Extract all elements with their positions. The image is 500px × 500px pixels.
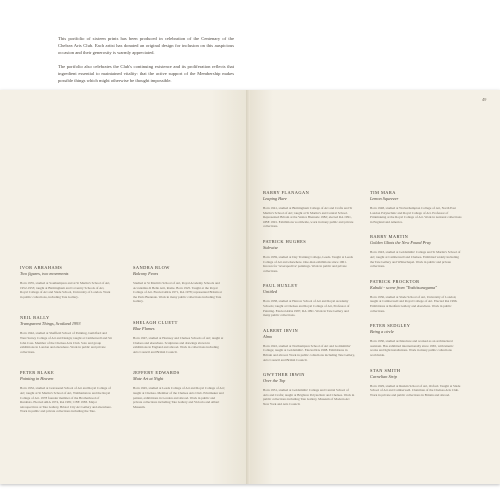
- artist-biography: Born 1942, studied at Sheffield School of Painting, Guildford and West Surrey College of Art and Design; taught at Camberwell and Sir John Cass. Member of the Chelsea Arts Club. Solo and group exhibitions in London and elsewhere. Work in public and private collections.: [20, 331, 112, 354]
- artist-entry: [370, 190, 462, 224]
- book-gutter: [246, 90, 250, 484]
- artist-entry: [263, 372, 355, 406]
- artwork-title: Mute Art at Night: [133, 376, 164, 382]
- artist-biography: Born 1936, studied at Slade School of Art, University of London; taught at Camberwell and Royal College of Art. Elected RA 1996. Exhibitions at Redfern Gallery and elsewhere. Work in public collections.: [370, 294, 458, 313]
- artist-biography: Born 1930, studied architecture and worked as an architectural assistant. Has exhibited internationally since 1965, with kinetic works and light installations. Work in many public collections worldwide.: [370, 339, 454, 357]
- artist-column: [133, 265, 225, 425]
- artist-entry: [370, 234, 462, 268]
- artist-entry: [20, 315, 112, 354]
- artist-name: GWYTHER IRWIN: [263, 372, 305, 378]
- intro-text: [58, 35, 234, 92]
- artwork-title: Carnelian Strip: [370, 373, 397, 379]
- artist-entry: [20, 370, 112, 414]
- artist-name: SHELAGH CLUETT: [133, 319, 178, 325]
- artist-name: PATRICK PROCKTOR: [370, 278, 420, 284]
- artist-biography: Born 1948, studied at Wolverhampton College of Art, North East London Polytechnic and Royal College of Art. Professor of Printmaking at the Royal College of Art. Work in national collections in England and America.: [370, 206, 462, 224]
- artist-biography: Born 1929, studied at Ruskin School of Art, Oxford. Taught at Slade School of Art and Camberwell. Chairman of the Chelsea Arts Club. Work in private and public collections in Britain and abroad.: [370, 383, 461, 397]
- artist-biography: Born 1943, studied at Goldsmiths' College and St Martin's School of Art; taught at Camberwell and Chelsea. Exhibited widely including the Tate Gallery and Whitechapel. Work in public and private collections.: [370, 250, 461, 269]
- artist-column: [263, 190, 355, 416]
- artwork-title: Almo: [263, 333, 273, 339]
- artist-entry: [263, 190, 355, 229]
- artist-name: BARRY MARTIN: [370, 234, 409, 240]
- artist-entry: [263, 328, 355, 362]
- artist-name: SANDRA BLOW: [133, 265, 170, 270]
- artwork-title: Painting in Heaven: [20, 376, 54, 382]
- artist-entry: [263, 283, 355, 317]
- artist-entry: [133, 265, 225, 304]
- artwork-title: Lemon Squeezer: [370, 196, 399, 201]
- artist-biography: Born 1938, studied at Harrow School of Art and Royal Academy Schools; taught at Chelsea and Royal College of Art, Professor of Painting. Elected ARA 1987, RA 1991. Work in Tate Gallery and many public collections.: [263, 299, 350, 318]
- artist-name: JEFFERY EDWARDS: [133, 370, 180, 376]
- artist-name: IVOR ABRAHAMS: [20, 265, 63, 270]
- artist-entry: [133, 320, 225, 354]
- artist-biography: Born 1932, studied at Gravesend School of Art and Royal College of Art; taught at St Martin's School of Art, Walthamstow and the Royal College of Art. 1978 founder member of the Brotherhood of Ruralists. Elected ARA 1974, RA 1981; CBE 1983. Major retrospectives at Tate Gallery, Bristol City Art Gallery and elsewhere. Work in public and private collections including the Tate.: [20, 386, 112, 414]
- artwork-title: Transparent Things, Scotland 1993: [20, 321, 81, 327]
- artwork-title: Golden Glints the New Found Pray: [370, 240, 431, 246]
- artist-entry: [20, 265, 112, 299]
- artist-biography: Born 1945, studied at Leeds College of Art and Royal College of Art; taught at Chelsea. Member of the Chelsea Arts Club. Printmaker and painter, exhibitions in London and abroad. Work in public and private collections including Tate Gallery and Victoria and Albert Museum.: [133, 386, 225, 409]
- artist-biography: Born 1935, studied at Southampton and at St Martin's School of Art, 1952-1953; taught at Birmingham and Coventry Schools of Art, Royal College of Art and Slade School, University of London. Work in public collections, including Tate Gallery.: [20, 281, 111, 299]
- artist-column: [20, 265, 112, 430]
- artist-name: STAN SMITH: [370, 367, 401, 373]
- artist-name: ALBERT IRVIN: [263, 327, 299, 333]
- artwork-title: Two figures, two movements: [20, 271, 69, 276]
- artist-name: NEIL BALLY: [20, 315, 50, 321]
- artwork-title: Untitled: [263, 289, 278, 295]
- artist-entry: [370, 279, 462, 313]
- artwork-title: Blue Flames: [133, 325, 155, 331]
- artist-name: TIM MARA: [370, 190, 396, 195]
- page-number: 49: [482, 97, 487, 102]
- artist-name: BARRY FLANAGAN: [263, 190, 310, 195]
- artwork-title: Balcony Fears: [133, 271, 159, 276]
- artist-entry: [263, 239, 355, 273]
- artwork-title: Leaping Hare: [263, 196, 287, 201]
- artist-column: [370, 190, 462, 407]
- artist-biography: Born 1939, studied at Day Training College, Leeds. Taught at Leeds College of Art and elsewhere. One-man exhibitions since 1961. Known for 'reverspective' paintings. Work in public and private collections.: [263, 254, 353, 273]
- artist-name: PATRICK HUGHES: [263, 238, 307, 244]
- artwork-title: Sidewise: [263, 244, 279, 250]
- artist-entry: [133, 370, 225, 409]
- artist-name: PAUL HUXLEY: [263, 283, 298, 289]
- artwork-title: Over the Top: [263, 378, 286, 384]
- artist-biography: Born 1947, studied at Hornsey and Chelsea Schools of Art; taught at Chelsea and elsewhere. Sculptures and drawings shown in exhibitions in England and abroad. Work in collections including Arts Council and British Council.: [133, 335, 224, 354]
- artist-biography: Studied at St Martin's School of Art, Royal Academy Schools and Accademia di Belle Arti, Rome. Born 1925. Taught at the Royal College of Art. Elected ARA 1971, RA 1978; represented Britain at the Paris Biennale. Work in many public collections including Tate Gallery.: [133, 281, 222, 304]
- artist-biography: Born 1931, studied at Goldsmiths' College and Central School of Arts and Crafts; taught at Brighton Polytechnic and Chelsea. Work in public collections including Tate Gallery, Museum of Modern Art New York and Arts Council.: [263, 388, 355, 406]
- intro-paragraph: The portfolio also celebrates the Club's continuing existence and its proliferation reflects that ingredient essential to maintained vitality: that the active support of the Membership makes possible things which might otherwise be thought impossible.: [58, 64, 234, 84]
- artwork-title: Being a circle: [370, 329, 394, 335]
- artist-biography: Born 1922, studied at Northampton School of Art and Goldsmiths' College; taught at Goldsmiths'. Elected RA 1998. Exhibitions in Britain and abroad. Work in public collections including Tate Gallery, Arts Council and British Council.: [263, 343, 355, 362]
- artwork-title: Kabuki - scene from "Yoshitsunegama": [370, 284, 438, 290]
- artist-name: PETER BLAKE: [20, 370, 55, 376]
- artist-name: PETER SEDGLEY: [370, 323, 411, 329]
- artist-entry: [370, 368, 462, 398]
- artist-entry: [370, 323, 462, 357]
- intro-paragraph: This portfolio of sixteen prints has been produced in celebration of the Centenary of the Chelsea Arts Club. Each artist has donated an original design for inclusion on this auspicious occasion and their generosity is warmly appreciated.: [58, 36, 234, 56]
- artist-biography: Born 1941, studied at Birmingham College of Art and Crafts and St Martin's School of Art; taught at St Martin's and Central School. Represented Britain at the Venice Biennale 1982; elected RA 1991, OBE 1991. Exhibitions worldwide, work in many public and private collections.: [263, 206, 354, 229]
